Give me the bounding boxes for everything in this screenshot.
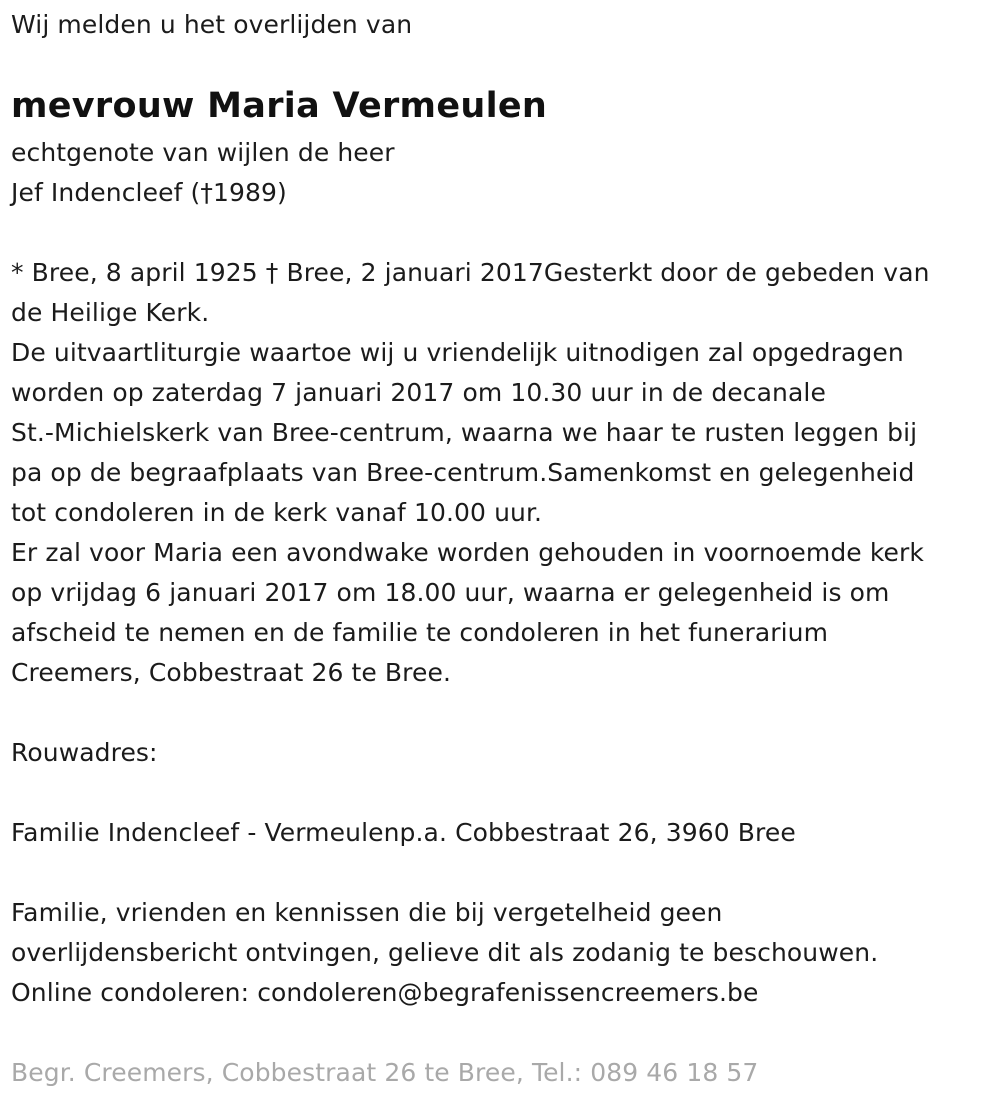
body-line: Creemers, Cobbestraat 26 te Bree. (11, 658, 452, 687)
funeral-home-footer: Begr. Creemers, Cobbestraat 26 te Bree, Tel.: 089 46 18 57 (11, 1058, 759, 1087)
body-line: de Heilige Kerk. (11, 298, 210, 327)
spouse-info (11, 133, 395, 213)
notice-line-2: overlijdensbericht ontvingen, gelieve dit als zodanig te beschouwen. (11, 938, 879, 967)
body-line: tot condoleren in de kerk vanaf 10.00 uur. (11, 498, 543, 527)
spouse-line-1: echtgenote van wijlen de heer (11, 138, 395, 167)
body-line: pa op de begraafplaats van Bree-centrum.Samenkomst en gelegenheid (11, 458, 915, 487)
spouse-line-2: Jef Indencleef (†1989) (11, 178, 287, 207)
online-condolence (11, 973, 878, 1013)
condolence-label: Online condoleren: (11, 978, 258, 1007)
body-line: worden op zaterdag 7 januari 2017 om 10.30 uur in de decanale (11, 378, 826, 407)
notice-line-1: Familie, vrienden en kennissen die bij vergetelheid geen (11, 898, 723, 927)
notice-block (11, 893, 878, 1013)
deceased-name: mevrouw Maria Vermeulen (11, 86, 548, 126)
body-line: op vrijdag 6 januari 2017 om 18.00 uur, waarna er gelegenheid is om (11, 578, 890, 607)
body-line: De uitvaartliturgie waartoe wij u vriendelijk uitnodigen zal opgedragen (11, 338, 904, 367)
body-line: afscheid te nemen en de familie te condoleren in het funerarium (11, 618, 829, 647)
mourning-address: Familie Indencleef - Vermeulenp.a. Cobbestraat 26, 3960 Bree (11, 818, 796, 847)
intro-text: Wij melden u het overlijden van (11, 10, 413, 39)
body-line: * Bree, 8 april 1925 † Bree, 2 januari 2017Gesterkt door de gebeden van (11, 258, 930, 287)
address-label: Rouwadres: (11, 738, 158, 767)
body-line: St.-Michielskerk van Bree-centrum, waarna we haar te rusten leggen bij (11, 418, 918, 447)
body-line: Er zal voor Maria een avondwake worden gehouden in voornoemde kerk (11, 538, 924, 567)
funeral-details (11, 253, 930, 693)
condolence-email-link[interactable]: condoleren@begrafenissencreemers.be (257, 978, 759, 1007)
